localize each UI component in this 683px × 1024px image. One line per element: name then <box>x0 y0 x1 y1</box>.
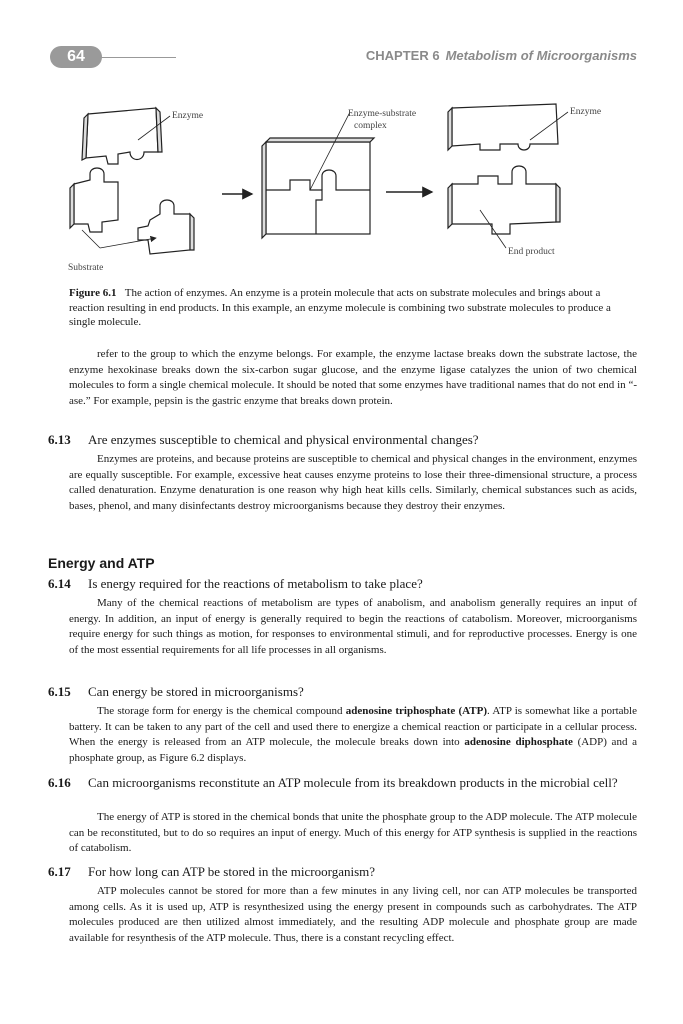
answer-text: Many of the chemical reactions of metabolism are types of anabolism, and anabolism generally requires an input of energy. In addition, an input of energy is generally required to begin the reactions of catabolism. Moreover, microorganisms require energy for such things as motion, for responses to environmental stimuli, and for reproductive processes. Energy is one of the most essential requirements for all life processes in all organisms. <box>69 597 637 656</box>
question-6-15 <box>48 684 638 700</box>
label-end-product: End product <box>508 247 555 257</box>
label-substrate: Substrate <box>68 263 104 273</box>
label-enzyme-right: Enzyme <box>570 107 602 117</box>
answer-6-17 <box>69 884 637 946</box>
question-text: Can microorganisms reconstitute an ATP molecule from its breakdown products in the microbial cell? <box>88 775 618 790</box>
answer-6-14 <box>69 596 637 658</box>
substrate-leader-b <box>100 238 156 248</box>
caption-label: Figure 6.1 <box>69 287 117 299</box>
intro-text: refer to the group to which the enzyme belongs. For example, the enzyme lactase breaks down the substrate lactose, the enzyme hexokinase breaks down the six-carbon sugar glucose, and the enzyme ligase catalyzes the union of two chemical molecules to form a single chemical molecule. It should be noted that some enzymes have traditional names that do not end in “-ase.” For example, pepsin is the gastric enzyme that breaks down protein. <box>69 348 637 407</box>
enzyme-substrate-complex <box>262 138 374 238</box>
question-6-13 <box>48 432 638 448</box>
page-header <box>0 0 683 70</box>
end-product-piece <box>448 166 560 234</box>
label-enzyme-left: Enzyme <box>172 111 204 121</box>
answer-6-16 <box>69 810 637 857</box>
chapter-label: CHAPTER 6 <box>365 48 440 63</box>
substrate-pieces <box>70 168 194 254</box>
question-number: 6.14 <box>48 576 71 591</box>
answer-part-a: The storage form for energy is the chemical compound <box>97 705 346 717</box>
section-heading: Energy and ATP <box>48 555 155 571</box>
figure-enzyme-action <box>60 100 638 278</box>
chapter-title: Metabolism of Microorganisms <box>445 48 637 63</box>
answer-text: The energy of ATP is stored in the chemical bonds that unite the phosphate group to the ADP molecule. The ATP molecule can be reconstituted, but to do so requires an input of energy. Much of this energy for ATP synthesis is supplied in the reactions of catabolism. <box>69 811 637 854</box>
answer-text <box>69 704 637 766</box>
question-number: 6.17 <box>48 864 71 879</box>
answer-6-13 <box>69 452 637 514</box>
question-text: For how long can ATP be stored in the microorganism? <box>88 864 376 879</box>
label-complex-line2: complex <box>354 121 387 131</box>
substrate-leader-a <box>82 230 100 248</box>
question-6-14 <box>48 576 638 592</box>
answer-text: ATP molecules cannot be stored for more than a few minutes in any living cell, nor can ATP molecules be transported among cells. As it is used up, ATP is resynthesized using the energy present in compounds such as carbohydrates. The ATP molecules produced are then utilized almost immediately, and the resulting ADP molecule and phosphate group are made available for resynthesis of the ATP molecule. Thus, there is a constant recycling effect. <box>69 885 637 944</box>
question-text: Can energy be stored in microorganisms? <box>88 684 304 699</box>
answer-part-b: . ATP is somewhat like a portable battery. It can be taken to any part of the cell and used there to energize a chemical reaction or participate in a cellular process. When the energy is released from an ATP molecule, the molecule breaks down into <box>69 705 637 748</box>
label-complex-line1: Enzyme-substrate <box>348 109 417 119</box>
enzyme-piece-left <box>82 108 162 164</box>
term-adp: adenosine diphosphate <box>464 736 573 748</box>
answer-text: Enzymes are proteins, and because proteins are susceptible to chemical and physical changes in the environment, enzymes are equally susceptible. For example, excessive heat causes enzyme proteins to lose their three-dimensional structure, a process called denaturation. Enzyme denaturation is one reason why high heat kills cells. Similarly, chemical substances such as acids, bases, phenol, and many disinfectants destroy microorganisms because they destroy their enzymes. <box>69 453 637 512</box>
header-rule <box>100 57 176 58</box>
question-text: Are enzymes susceptible to chemical and physical environmental changes? <box>88 432 479 447</box>
figure-caption <box>69 286 637 330</box>
question-text: Is energy required for the reactions of metabolism to take place? <box>88 576 423 591</box>
term-atp: adenosine triphosphate (ATP) <box>345 705 488 717</box>
intro-paragraph <box>69 347 637 409</box>
question-number: 6.15 <box>48 684 71 699</box>
running-head <box>366 48 637 63</box>
page-number: 64 <box>50 46 102 68</box>
answer-part-c: (ADP) and a phosphate group, as Figure 6.2 displays. <box>69 736 637 764</box>
caption-text: The action of enzymes. An enzyme is a protein molecule that acts on substrate molecules and brings about a reaction resulting in end products. In this example, an enzyme molecule is combining two substrate molecules to produce a single molecule. <box>69 287 611 328</box>
question-number: 6.13 <box>48 432 71 447</box>
question-6-17 <box>48 864 638 880</box>
enzyme-piece-right <box>448 104 558 150</box>
question-number: 6.16 <box>48 775 71 790</box>
answer-6-15 <box>69 704 637 766</box>
